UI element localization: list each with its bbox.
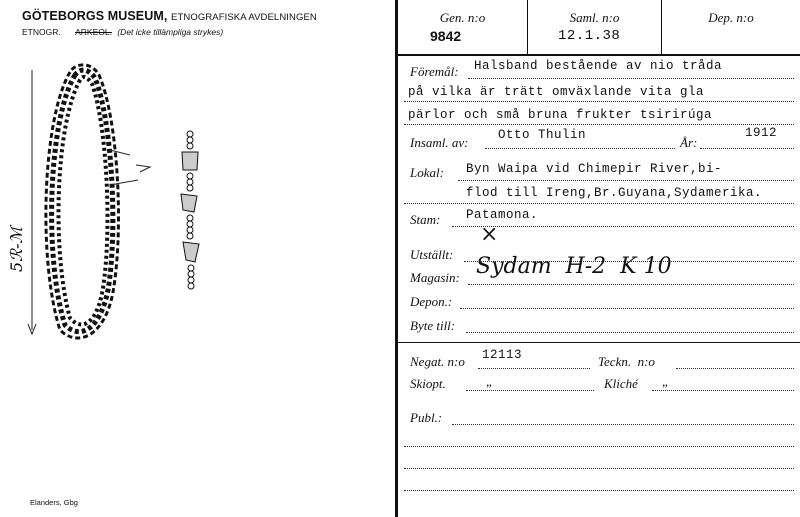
- foremal-line-3: pärlor och små bruna frukter tsirirúga: [408, 108, 713, 122]
- foremal-line-2: på vilka är trätt omväxlande vita gla: [408, 85, 705, 99]
- ar-value: 1912: [745, 126, 778, 140]
- pointer-line-top: [110, 150, 130, 155]
- depon-rule: [460, 308, 794, 309]
- publ-rule-4: [404, 490, 794, 491]
- byte-rule: [466, 332, 794, 333]
- foremal-rule-3: [404, 124, 794, 125]
- skiopt-label: Skiopt.: [410, 376, 446, 391]
- foremal-rule-2: [404, 101, 794, 102]
- lokal-label: Lokal:: [410, 165, 444, 180]
- pointer-line-bottom: [110, 180, 138, 185]
- lokal-rule-2: [404, 203, 794, 204]
- negat-label: Negat. n:o: [410, 354, 465, 369]
- necklace-drawing: [0, 40, 330, 360]
- saml-value: 12.1.38: [558, 28, 621, 44]
- skiopt-rule: [466, 390, 594, 391]
- foremal-line-1: Halsband bestående av nio tråda: [474, 59, 723, 73]
- stam-value: Patamona.: [466, 208, 539, 222]
- gen-label: Gen. n:o: [439, 10, 486, 25]
- lokal-line-2: flod till Ireng,Br.Guyana,Sydamerika.: [466, 186, 763, 200]
- gen-value: 9842: [430, 28, 462, 44]
- department-name: ETNOGRAFISKA AVDELNINGEN: [171, 12, 317, 23]
- byte-label: Byte till:: [410, 318, 456, 333]
- utstallt-mark: ×: [480, 222, 499, 247]
- publ-rule-2: [404, 446, 794, 447]
- saml-label: Saml. n:o: [569, 10, 620, 25]
- arkeol-label: ARKEOL.: [75, 27, 112, 37]
- kliche-rule: [652, 390, 794, 391]
- magasin-rule: [468, 284, 794, 285]
- teckn-label: Teckn. n:o: [598, 354, 655, 369]
- publisher-label: Elanders, Gbg: [30, 498, 78, 507]
- kliche-label: Kliché: [604, 376, 638, 391]
- stam-rule: [452, 226, 794, 227]
- kliche-value: „: [662, 374, 670, 389]
- foremal-label: Föremål:: [410, 64, 459, 79]
- stam-label: Stam:: [410, 212, 441, 227]
- header-rule: [398, 54, 800, 56]
- header-divider-2: [661, 0, 662, 54]
- skiopt-value: „: [486, 374, 494, 389]
- dep-label: Dep. n:o: [708, 10, 754, 25]
- magasin-label: Magasin:: [410, 270, 460, 285]
- lokal-line-1: Byn Waipa vid Chimepir River,bi-: [466, 162, 723, 176]
- bead-detail: [181, 131, 199, 289]
- insaml-label: Insaml. av:: [410, 135, 469, 150]
- insaml-rule: [485, 148, 675, 149]
- magasin-value: Sydam H-2 K 10: [476, 254, 672, 279]
- pointer-arrow: [136, 165, 150, 172]
- foremal-rule-1: [468, 78, 794, 79]
- card-border-left: [395, 0, 398, 517]
- museum-name: GÖTEBORGS MUSEUM,: [22, 9, 168, 23]
- category-line: [22, 27, 223, 37]
- ar-label: År:: [680, 135, 698, 150]
- depon-label: Depon.:: [410, 294, 453, 309]
- negat-value: 12113: [482, 348, 523, 362]
- strike-note: (Det icke tillämpliga strykes): [117, 27, 224, 37]
- necklace-loop: [46, 65, 119, 338]
- negat-rule: [478, 368, 590, 369]
- teckn-rule: [676, 368, 794, 369]
- publ-rule-3: [404, 468, 794, 469]
- lokal-rule-1: [458, 180, 794, 181]
- insaml-value: Otto Thulin: [498, 128, 587, 142]
- section-rule: [398, 342, 800, 343]
- drawing-handwriting: 5ℛ-ℳ: [7, 226, 26, 272]
- utstallt-label: Utställt:: [410, 247, 454, 262]
- museum-title: [22, 9, 317, 23]
- header-divider-1: [527, 0, 528, 54]
- publ-label: Publ.:: [410, 410, 443, 425]
- ar-rule: [700, 148, 794, 149]
- etnogr-label: ETNOGR.: [22, 27, 61, 37]
- publ-rule-1: [452, 424, 794, 425]
